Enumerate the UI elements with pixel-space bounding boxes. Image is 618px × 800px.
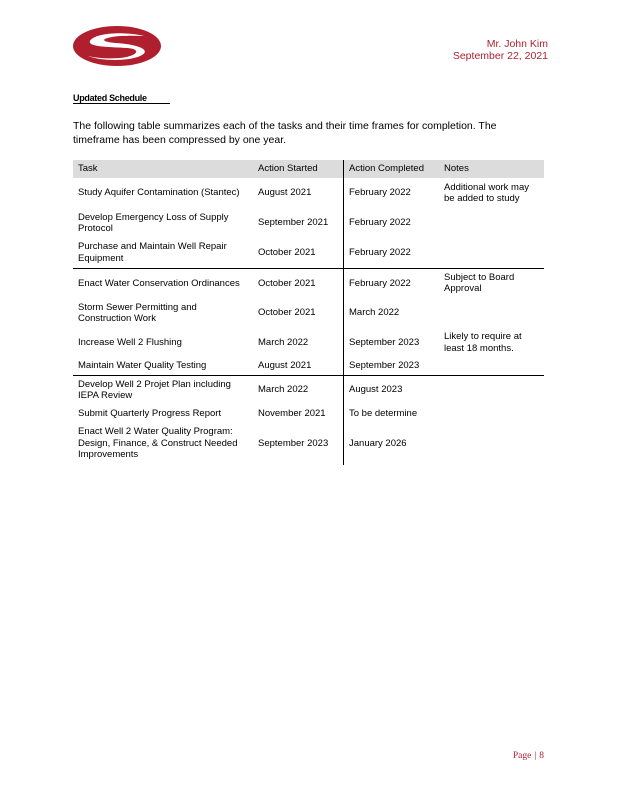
table-header-row [73, 160, 544, 178]
cell-notes [439, 423, 544, 465]
table-row [73, 238, 544, 268]
cell-task: Purchase and Maintain Well Repair Equipment [78, 241, 227, 264]
cell-task: Develop Well 2 Projet Plan including IEPA Review [73, 375, 253, 405]
cell-completed: January 2026 [344, 423, 440, 465]
cell-notes [439, 208, 544, 238]
header-notes: Notes [439, 160, 544, 178]
table-row [73, 357, 544, 375]
cell-notes [439, 357, 544, 375]
cell-notes: Additional work may be added to study [444, 181, 530, 204]
cell-task: Develop Emergency Loss of Supply Protocol [78, 211, 229, 234]
cell-task: Increase Well 2 Flushing [78, 336, 182, 348]
cell-completed: September 2023 [344, 328, 440, 357]
section-title-underline [73, 103, 170, 104]
cell-started: September 2021 [258, 217, 329, 229]
header-task: Task [73, 160, 253, 178]
cell-started: March 2022 [253, 375, 344, 405]
cell-notes [439, 298, 544, 328]
cell-notes: Subject to Board Approval [439, 268, 544, 298]
table-row [73, 405, 544, 423]
cell-started: September 2023 [258, 437, 329, 449]
table-row [73, 423, 544, 465]
cell-notes: Likely to require at least 18 months. [444, 331, 522, 354]
cell-completed: August 2023 [344, 375, 440, 405]
cell-task: Enact Well 2 Water Quality Program: Design, Finance, & Construct Needed Improvements [78, 426, 238, 461]
cell-completed: February 2022 [344, 268, 440, 298]
table-row [73, 208, 544, 238]
intro-paragraph: The following table summarizes each of the tasks and their time frames for completion. The timeframe has been compressed by one year. [73, 120, 497, 146]
cell-started: October 2021 [258, 247, 316, 258]
cell-notes [439, 405, 544, 423]
header-completed: Action Completed [344, 160, 440, 178]
cell-task: Submit Quarterly Progress Report [78, 407, 222, 419]
cell-started: August 2021 [258, 187, 312, 199]
table-row [73, 375, 544, 405]
cell-task: Study Aquifer Contamination (Stantec) [78, 187, 240, 199]
cell-task: Storm Sewer Permitting and Construction Work [78, 301, 197, 324]
page-number: 8 [539, 751, 544, 761]
section-title: Updated Schedule [73, 93, 147, 103]
cell-task: Enact Water Conservation Ordinances [73, 268, 253, 298]
cell-started: August 2021 [258, 360, 312, 371]
cell-completed: March 2022 [344, 298, 440, 328]
cell-notes [439, 238, 544, 268]
company-logo-icon [72, 25, 162, 67]
footer-separator-icon: | [534, 751, 537, 761]
cell-completed: February 2022 [344, 208, 440, 238]
cell-completed: September 2023 [344, 357, 440, 375]
cell-started: October 2021 [253, 268, 344, 298]
cell-completed: February 2022 [344, 238, 440, 268]
cell-started: March 2022 [258, 336, 309, 348]
letter-header [453, 38, 548, 62]
table-row [73, 328, 544, 357]
cell-task: Maintain Water Quality Testing [78, 360, 207, 371]
cell-started: October 2021 [258, 307, 316, 319]
page-footer [513, 751, 544, 761]
header-started: Action Started [253, 160, 344, 178]
cell-started: November 2021 [258, 407, 326, 419]
page-label: Page [512, 751, 532, 761]
schedule-table [73, 160, 544, 465]
cell-completed: To be determine [344, 405, 440, 423]
table-row [73, 298, 544, 328]
table-row [73, 268, 544, 298]
recipient-name: Mr. John Kim [486, 38, 548, 50]
cell-notes [439, 375, 544, 405]
table-row [73, 178, 544, 208]
cell-completed: February 2022 [344, 178, 440, 208]
letter-date: September 22, 2021 [452, 50, 548, 62]
